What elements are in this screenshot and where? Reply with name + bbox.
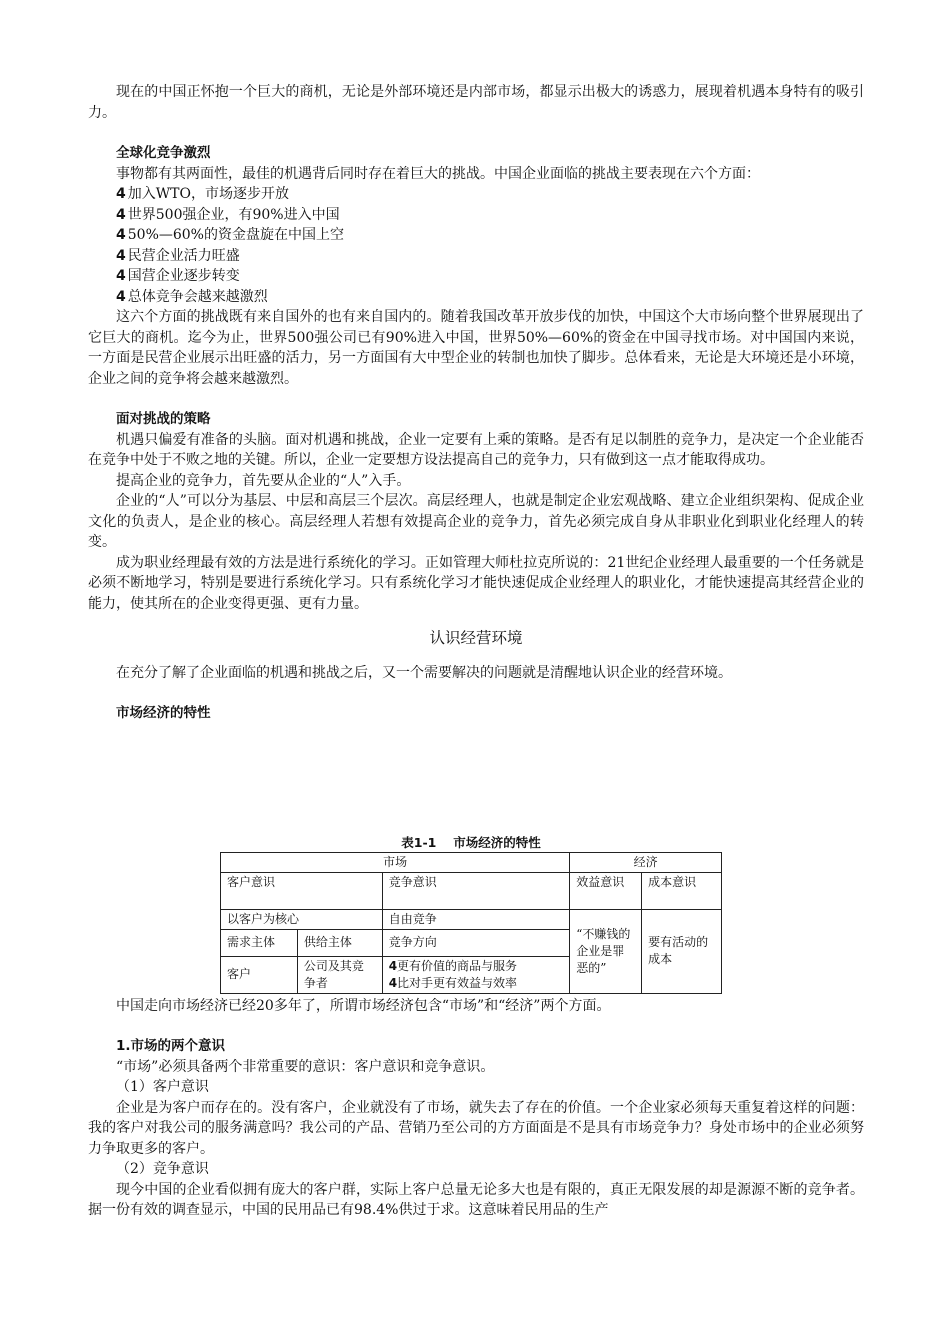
table-cell: 客户意识 [221, 872, 383, 909]
table-caption: 表1-1 市场经济的特性 [401, 834, 541, 850]
paragraph: 事物都有其两面性，最佳的机遇背后同时存在着巨大的挑战。中国企业面临的挑战主要表现在六个方面： [116, 165, 760, 182]
section-heading-two-awareness: 1.市场的两个意识 [116, 1038, 226, 1054]
table-cell: 以客户为核心 [221, 909, 383, 929]
paragraph: 提高企业的竞争力，首先要从企业的“人”入手。 [116, 472, 411, 489]
table-header-economy: 经济 [570, 852, 722, 872]
table-cell: 需求主体 [221, 929, 298, 956]
bullet-mark: 4 [116, 268, 126, 284]
paragraph: 在充分了解了企业面临的机遇和挑战之后，又一个需要解决的问题就是清醒地认识企业的经营环境。 [116, 664, 732, 681]
table-cell: “不赚钱的企业是罪恶的” [570, 909, 642, 993]
bullet-mark: 4 [116, 288, 126, 305]
table-cell: 4更有价值的商品与服务 4比对手更有效益与效率 [382, 956, 570, 993]
table-cell: 客户 [221, 956, 298, 993]
bullet-item: 4 民营企业活力旺盛 [116, 247, 240, 264]
table-cell: 竞争方向 [382, 929, 570, 956]
table-cell: 成本意识 [642, 872, 722, 909]
paragraph: 机遇只偏爱有准备的头脑。面对机遇和挑战，企业一定要有上乘的策略。是否有足以制胜的竞争力，是决定一个企业能否在竞争中处于不败之地的关键。所以，企业一定要想方设法提高自己的竞争力，只有做到这一点才能取得成功。 [88, 431, 864, 468]
bullet-mark: 4 [116, 186, 126, 202]
bullet-item: 4 加入WTO，市场逐步开放 [116, 186, 289, 202]
section-heading-strategy: 面对挑战的策略 [116, 411, 211, 427]
table-header-market: 市场 [221, 852, 570, 872]
paragraph: 现今中国的企业看似拥有庞大的客户群，实际上客户总量无论多大也是有限的，真正无限发展的却是源源不断的竞争者。据一份有效的调查显示，中国的民用品已有98.4%供过于求。这意味着民用品的生产 [88, 1181, 864, 1218]
section-heading-market-economy: 市场经济的特性 [116, 705, 211, 721]
table-cell: 竞争意识 [382, 872, 570, 909]
paragraph: “市场”必须具备两个非常重要的意识：客户意识和竞争意识。 [116, 1058, 495, 1075]
market-economy-table [220, 852, 722, 994]
bullet-mark: 4 [116, 227, 126, 243]
chapter-title: 认识经营环境 [429, 629, 523, 647]
table-cell: 要有活动的成本 [642, 909, 722, 993]
intro-paragraph: 现在的中国正怀抱一个巨大的商机，无论是外部环境还是内部市场，都显示出极大的诱惑力，展现着机遇本身特有的吸引力。 [88, 84, 864, 121]
table-cell: 效益意识 [570, 872, 642, 909]
bullet-item: 4 总体竞争会越来越激烈 [116, 288, 268, 305]
document-page [88, 82, 864, 1221]
subheading: （1）客户意识 [116, 1079, 209, 1095]
paragraph: 这六个方面的挑战既有来自国外的也有来自国内的。随着我国改革开放步伐的加快，中国这个大市场向整个世界展现出了它巨大的商机。迄今为止，世界500强公司已有90%进入中国，世界50%—60%的资金在中国寻找市场。对中国国内来说，一方面是民营企业展示出旺盛的活力，另一方面国有大中型企业的转制也加快了脚步。总体看来，无论是大环境还是小环境，企业之间的竞争将会越来越激烈。 [88, 309, 864, 387]
paragraph: 成为职业经理最有效的方法是进行系统化的学习。正如管理大师杜拉克所说的：21世纪企业经理人最重要的一个任务就是必须不断地学习，特别是要进行系统化学习。只有系统化学习才能快速促成企业经理人的职业化，才能快速提高其经营企业的能力，使其所在的企业变得更强、更有力量。 [88, 554, 864, 612]
section-heading-global-competition: 全球化竞争激烈 [116, 145, 211, 161]
bullet-mark: 4 [116, 247, 126, 264]
bullet-item: 4 50%—60%的资金盘旋在中国上空 [116, 227, 344, 243]
paragraph: 中国走向市场经济已经20多年了，所谓市场经济包含“市场”和“经济”两个方面。 [116, 997, 611, 1014]
table-cell: 供给主体 [297, 929, 382, 956]
table-cell: 公司及其竞争者 [297, 956, 382, 993]
paragraph: 企业是为客户而存在的。没有客户，企业就没有了市场，就失去了存在的价值。一个企业家必须每天重复着这样的问题：我的客户对我公司的服务满意吗？我公司的产品、营销乃至公司的方方面面是不是具有市场竞争力？身处市场中的企业必须努力争取更多的客户。 [88, 1099, 864, 1157]
bullet-item: 4 世界500强企业，有90%进入中国 [116, 206, 340, 223]
subheading: （2）竞争意识 [116, 1161, 209, 1177]
bullet-item: 4 国营企业逐步转变 [116, 268, 240, 284]
paragraph: 企业的“人”可以分为基层、中层和高层三个层次。高层经理人，也就是制定企业宏观战略、建立企业组织架构、促成企业文化的负责人，是企业的核心。高层经理人若想有效提高企业的竞争力，首先必须完成自身从非职业化到职业化经理人的转变。 [88, 493, 864, 550]
market-economy-table-block [220, 834, 722, 994]
bullet-mark: 4 [116, 206, 126, 223]
table-cell: 自由竞争 [382, 909, 570, 929]
